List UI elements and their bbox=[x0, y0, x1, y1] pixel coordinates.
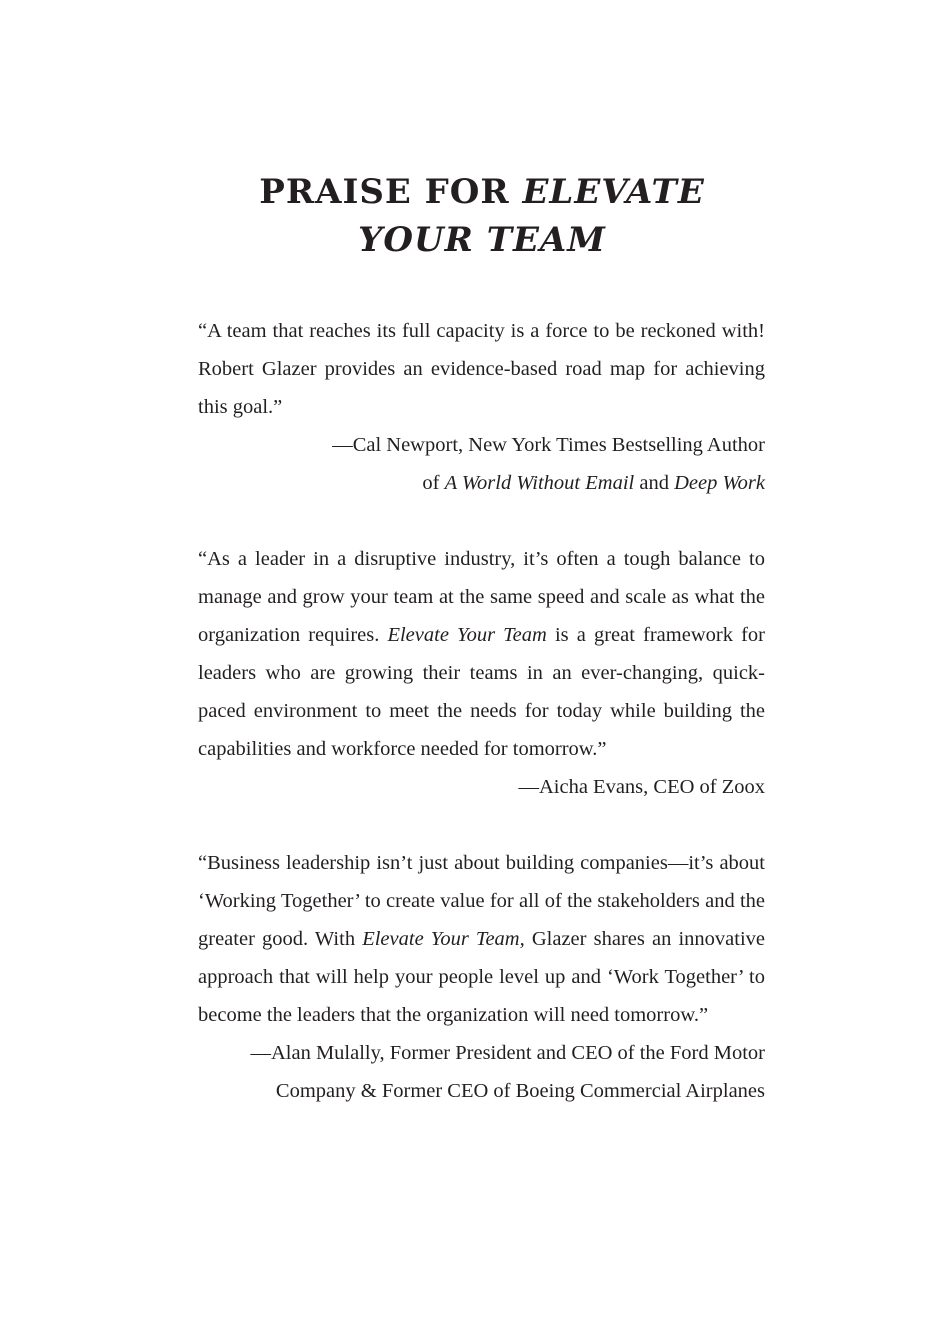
quote-text-part-1: “As a leader in a disruptive industry, it’s often a tough balance to manage and grow your team at the same speed and scale as what the organization requires. bbox=[198, 548, 765, 646]
praise-quote-evans bbox=[198, 540, 765, 806]
title-line-1 bbox=[150, 168, 814, 216]
title-prefix: PRAISE FOR bbox=[259, 172, 523, 212]
attribution-line-1: —Alan Mulally, Former President and CEO of the Ford Motor bbox=[250, 1042, 765, 1064]
title-line-2 bbox=[150, 216, 814, 264]
attribution-line-2 bbox=[198, 464, 765, 502]
praise-quote-mulally bbox=[198, 844, 765, 1110]
page-title bbox=[150, 168, 814, 264]
title-italic-elevate: ELEVATE bbox=[522, 172, 705, 212]
quote-book-title: Elevate Your Team, bbox=[362, 928, 525, 950]
quote-attribution bbox=[198, 426, 765, 502]
attribution-line-2: Company & Former CEO of Boeing Commercial Airplanes bbox=[275, 1080, 765, 1102]
quote-book-title: Elevate Your Team bbox=[387, 624, 547, 646]
quote-text-part-1: “Business leadership isn’t just about building companies—it’s about ‘Working Together’ to create value for all of the stakeholders and the greater good. With bbox=[198, 852, 765, 950]
praise-quote-newport bbox=[198, 312, 765, 502]
quote-attribution bbox=[198, 1034, 765, 1110]
book-title-deep-work: Deep Work bbox=[674, 472, 765, 494]
attribution-and: and bbox=[634, 472, 675, 494]
attribution-of: of bbox=[422, 472, 445, 494]
quote-text bbox=[198, 540, 765, 768]
quote-text bbox=[198, 844, 765, 1034]
title-italic-your-team: YOUR TEAM bbox=[358, 220, 606, 260]
attribution-line-1: —Cal Newport, New York Times Bestselling Author bbox=[332, 434, 765, 456]
quote-text: “A team that reaches its full capacity is a force to be reckoned with! Robert Glazer provides an evidence-based road map for achieving this goal.” bbox=[198, 320, 765, 418]
quote-attribution: —Aicha Evans, CEO of Zoox bbox=[518, 776, 765, 798]
book-title-world-without-email: A World Without Email bbox=[444, 472, 635, 494]
quote-text-part-2: is a great framework for leaders who are growing their teams in an ever-changing, quick-paced environment to meet the needs for today while building the capabilities and workforce needed for tomorrow.” bbox=[198, 624, 765, 760]
quote-text-part-2: Glazer shares an innovative approach that will help your people level up and ‘Work Together’ to become the leaders that the organization will need tomorrow.” bbox=[198, 928, 765, 1026]
